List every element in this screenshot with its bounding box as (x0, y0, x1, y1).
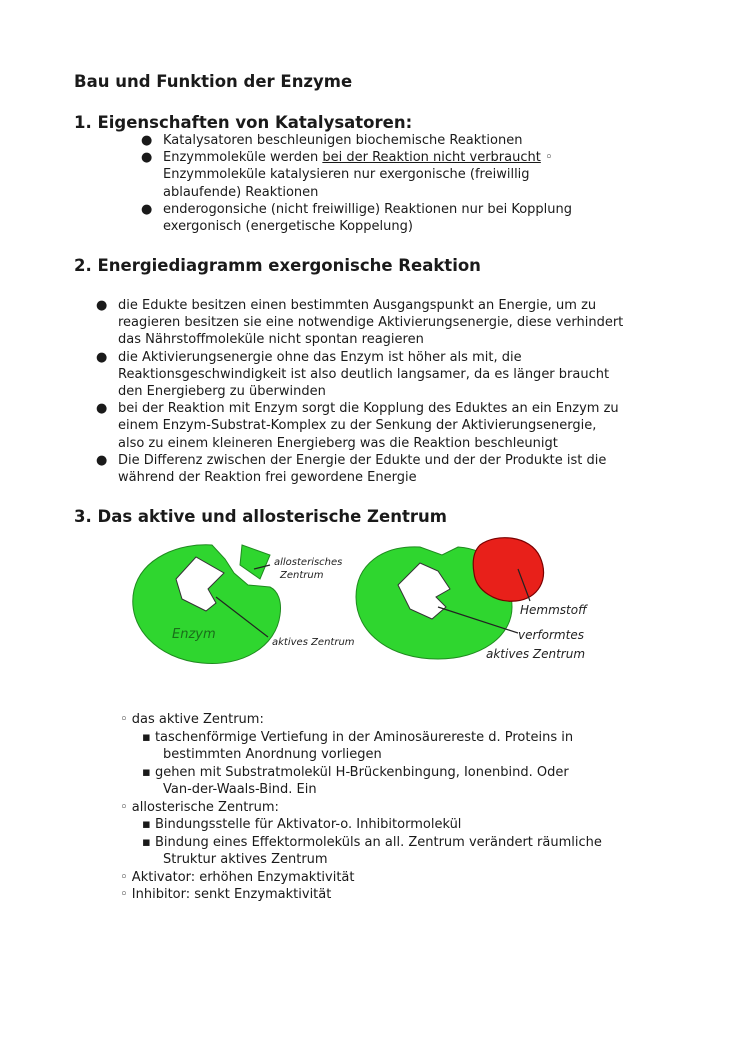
bullet-icon: ● (96, 349, 108, 365)
label-enzym: Enzym (172, 627, 216, 642)
label-allosteric: Zentrum (280, 570, 324, 581)
section-3-heading: 3. Das aktive und allosterische Zentrum (74, 507, 447, 526)
enzyme-diagram (120, 535, 630, 675)
notes-block (120, 711, 602, 904)
bullet-icon: ● (96, 298, 108, 313)
label-allosteric: allosterisches (274, 557, 343, 568)
list-item: ● bei der Reaktion mit Enzym sorgt die Kopplung des Eduktes an ein Enzym zu einem Enzym-Substrat-Komplex zu der Senkung der Aktivierungsenergie, also zu einem kleineren Energieberg was die Reaktion beschleunigt (96, 401, 619, 451)
note-item: ▪ taschenförmige Vertiefung in der Aminosäurereste d. Proteins in (142, 729, 574, 745)
label-deformed: aktives Zentrum (486, 647, 586, 661)
note-item: Struktur aktives Zentrum (163, 852, 328, 867)
page-title: Bau und Funktion der Enzyme (74, 72, 353, 91)
note-inhibitor: ◦ Inhibitor: senkt Enzymaktivität (120, 887, 332, 902)
label-active-site: aktives Zentrum (272, 637, 355, 648)
list-item: ● Die Differenz zwischen der Energie der Edukte und der der Produkte ist die während der Reaktion frei gewordene Energie (96, 452, 607, 486)
bullet-icon: ● (141, 150, 153, 166)
note-item: bestimmten Anordnung vorliegen (163, 747, 382, 762)
list-item: ● Katalysatoren beschleunigen biochemische Reaktionen (141, 133, 523, 148)
note-item: ▪ Bindungsstelle für Aktivator-o. Inhibitormolekül (142, 817, 462, 832)
bullet-icon: ● (96, 401, 108, 417)
label-inhibitor: Hemmstoff (520, 603, 587, 617)
underlined-phrase: bei der Reaktion nicht verbraucht (322, 150, 541, 166)
note-item: Van-der-Waals-Bind. Ein (163, 782, 317, 797)
note-allo-heading: ◦ allosterische Zentrum: (120, 799, 279, 815)
list-item: ● die Edukte besitzen einen bestimmten Ausgangspunkt an Energie, um zu reagieren besitzen sie eine notwendige Aktivierungsenergie, diese verhindert das Nährstoffmoleküle nicht spontan reagieren (96, 298, 624, 348)
section-2-heading: 2. Energiediagramm exergonische Reaktion (74, 256, 481, 275)
list-item: ● Enzymmoleküle werden bei der Reaktion nicht verbraucht ◦ Enzymmoleküle katalysieren nur exergonische (freiwillig ablaufende) Reaktionen (141, 150, 553, 200)
note-activator: ◦ Aktivator: erhöhen Enzymaktivität (120, 869, 355, 885)
bullet-icon: ● (141, 133, 153, 148)
allosteric-notch-left (240, 545, 270, 579)
note-item: ▪ gehen mit Substratmolekül H-Brückenbingung, Ionenbind. Oder (142, 764, 569, 780)
bullet-icon: ● (141, 201, 153, 217)
note-active-heading: ◦ das aktive Zentrum: (120, 712, 264, 727)
label-deformed: verformtes (518, 628, 584, 642)
section-1-list (141, 132, 573, 235)
section-1-heading: 1. Eigenschaften von Katalysatoren: (74, 113, 413, 132)
list-item: ● die Aktivierungsenergie ohne das Enzym ist höher als mit, die Reaktionsgeschwindigkeit ist also deutlich langsamer, da es länger braucht den Energieberg zu überwinden (96, 349, 610, 400)
bullet-icon: ● (96, 452, 108, 468)
section-2-list (96, 297, 624, 486)
inhibitor-shape (473, 538, 543, 602)
note-item: ▪ Bindung eines Effektormoleküls an all. Zentrum verändert räumliche (142, 834, 602, 850)
list-item: ● enderogonsiche (nicht freiwillige) Reaktionen nur bei Kopplung exergonisch (energetische Koppelung) (141, 201, 573, 235)
